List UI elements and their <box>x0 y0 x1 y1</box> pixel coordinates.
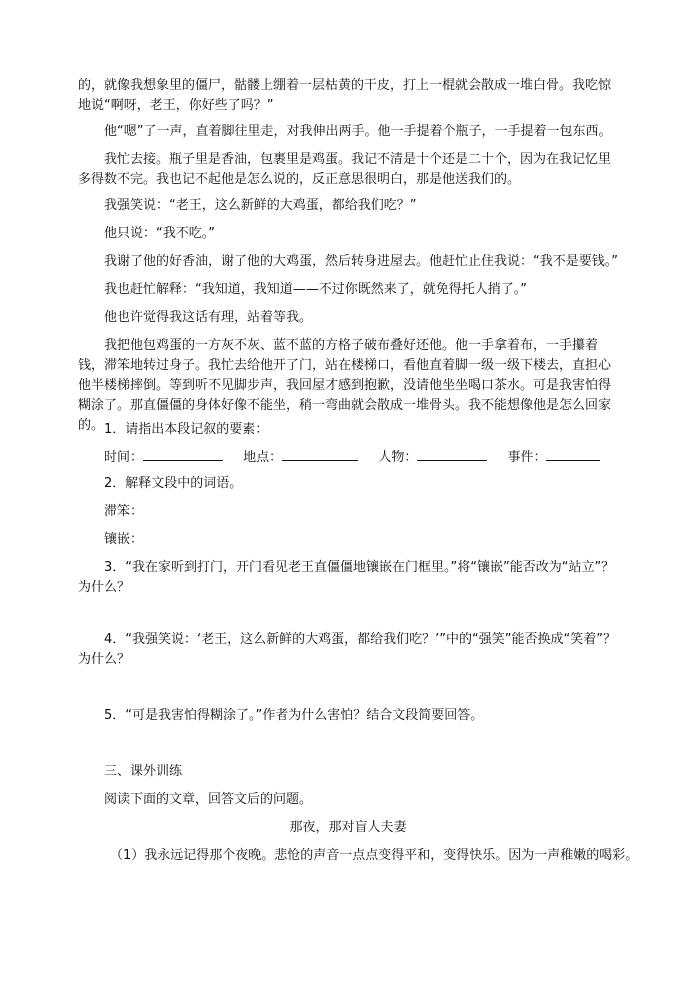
question-2-word-2: 镶嵌： <box>104 532 144 547</box>
question-5: 5．“可是我害怕得糊涂了。”作者为什么害怕？结合文段简要回答。 <box>104 708 484 723</box>
question-2: 2．解释文段中的词语。 <box>104 476 243 491</box>
event-blank[interactable] <box>546 446 600 461</box>
passage-paragraph-8: 他也许觉得我这话有理，站着等我。 <box>104 310 313 325</box>
question-1-blanks <box>104 446 616 468</box>
question-2-word-1: 滞笨： <box>104 504 144 519</box>
people-blank[interactable] <box>417 446 487 461</box>
section-3-heading: 三、课外训练 <box>104 764 183 779</box>
time-label: 时间： <box>104 450 144 465</box>
passage-paragraph-4: 我强笑说：“老王，这么新鲜的大鸡蛋，都给我们吃？” <box>104 198 417 213</box>
section-3-instruction: 阅读下面的文章，回答文后的问题。 <box>104 792 313 807</box>
passage-paragraph-1: 的，就像我想象里的僵尸，骷髅上绷着一层枯黄的干皮，打上一棍就会散成一堆白骨。我吃惊地说“啊呀，老王，你好些了吗？” <box>78 78 612 113</box>
passage-paragraph-6: 我谢了他的好香油，谢了他的大鸡蛋，然后转身进屋去。他赶忙止住我说：“我不是要钱。” <box>104 254 618 269</box>
passage-paragraph-2: 他“嗯”了一声，直着脚往里走，对我伸出两手。他一手提着个瓶子，一手提着一包东西。 <box>104 124 612 139</box>
question-1: 1．请指出本段记叙的要素： <box>104 422 269 437</box>
article-paragraph-1: （1）我永远记得那个夜晚。悲怆的声音一点点变得平和，变得快乐。因为一声稚嫩的喝彩。 <box>110 848 639 863</box>
passage-paragraph-5: 他只说：“我不吃。” <box>104 226 215 241</box>
place-blank[interactable] <box>282 446 358 461</box>
article-title: 那夜，那对盲人夫妻 <box>289 820 407 835</box>
passage-paragraph-9: 我把他包鸡蛋的一方灰不灰、蓝不蓝的方格子破布叠好还他。他一手拿着布，一手攥着钱，滞笨地转过身子。我忙去给他开了门，站在楼梯口，看他直着脚一级一级下楼去，直担心他半楼梯摔倒。等到听不见脚步声，我回屋才感到抱歉，没请他坐坐喝口茶水。可是我害怕得糊涂了。那直僵僵的身体好像不能坐，稍一弯曲就会散成一堆骨头。我不能想像他是怎么回家的。 <box>78 338 612 433</box>
event-label: 事件： <box>507 450 547 465</box>
question-3: 3．“我在家听到打门，开门看见老王直僵僵地镶嵌在门框里。”将“镶嵌”能否改为“站立”？为什么？ <box>78 560 615 595</box>
passage-paragraph-7: 我也赶忙解释：“我知道，我知道——不过你既然来了，就免得托人捎了。” <box>104 282 527 297</box>
passage-paragraph-3: 我忙去接。瓶子里是香油，包裹里是鸡蛋。我记不清是十个还是二十个，因为在我记忆里多得数不完。我也记不起他是怎么说的，反正意思很明白，那是他送我们的。 <box>78 152 612 187</box>
question-4: 4．“我强笑说：‘老王，这么新鲜的大鸡蛋，都给我们吃？’”中的“强笑”能否换成“笑着”？为什么？ <box>78 632 616 667</box>
place-label: 地点： <box>243 450 283 465</box>
time-blank[interactable] <box>143 446 223 461</box>
people-label: 人物： <box>378 450 418 465</box>
